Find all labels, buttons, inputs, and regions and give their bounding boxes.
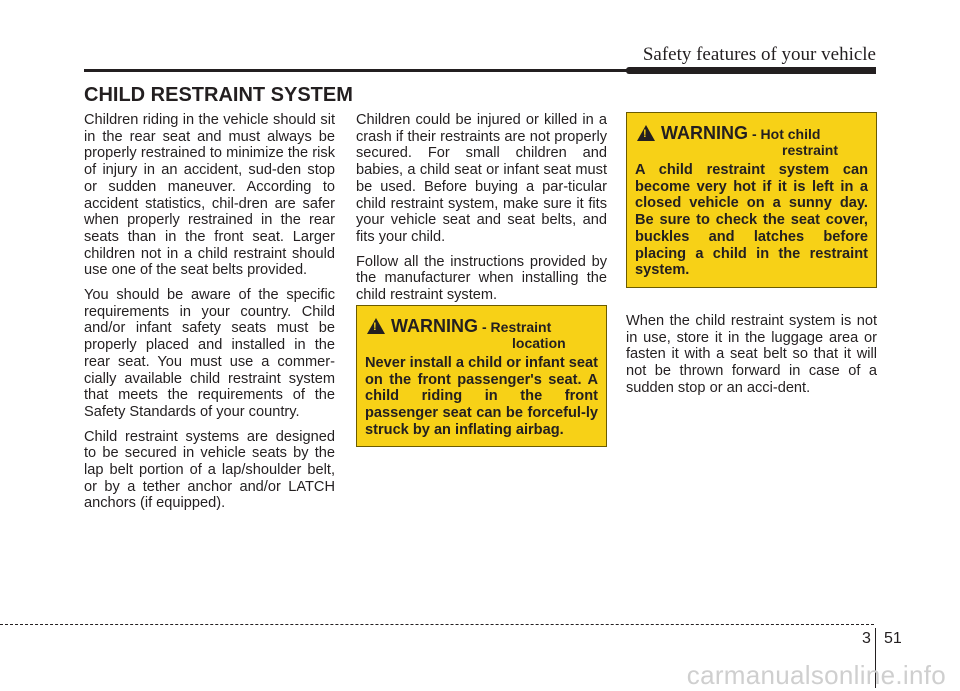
warning-box-hot-restraint [626, 112, 877, 288]
column-right [626, 313, 877, 405]
warning-label: WARNING [661, 123, 748, 143]
paragraph: Children riding in the vehicle should sit in the rear seat and must always be properly restrained to minimize the risk of injury in an accident, sud-den stop or sudden maneuver. According to accident statistics, chil-dren are safer when properly restrained in the rear seats than in the front seat. Larger children not in a child restraint should use one of the seat belts provided. [84, 112, 335, 279]
warning-subtitle [752, 126, 838, 158]
warning-triangle-icon [367, 318, 385, 334]
warning-subtitle-line: location [512, 335, 566, 351]
paragraph: Child restraint systems are designed to be secured in vehicle seats by the lap belt portion of a lap/shoulder belt, or by a tether anchor and/or LATCH anchors (if equipped). [84, 428, 335, 512]
page-number: 51 [884, 630, 902, 647]
warning-body: A child restraint system can become very hot if it is left in a closed vehicle on a sunny day. Be sure to check the seat cover, buckles and latches before placing a child in the restraint system. [635, 162, 868, 279]
warning-subtitle [482, 319, 566, 351]
running-header: Safety features of your vehicle [642, 44, 876, 65]
column-left [84, 112, 335, 520]
paragraph: Follow all the instructions provided by the manufacturer when installing the child restraint system. [356, 253, 607, 304]
warning-triangle-icon [637, 125, 655, 141]
section-title: CHILD RESTRAINT SYSTEM [84, 84, 353, 106]
paragraph: Children could be injured or killed in a crash if their restraints are not properly secured. For small children and babies, a child seat or infant seat must be used. Before buying a par-ticular child restraint system, make sure it fits your vehicle seat and seat belts, and fits your child. [356, 112, 607, 245]
watermark: carmanualsonline.info [686, 660, 946, 690]
warning-header [627, 113, 876, 158]
warning-subtitle-line: - Hot child [752, 126, 821, 142]
warning-subtitle-line: - Restraint [482, 319, 552, 335]
paragraph: When the child restraint system is not in use, store it in the luggage area or fasten it with a seat belt so that it will not be thrown forward in case of a sudden stop or an acci-dent. [626, 313, 877, 396]
warning-header [357, 306, 606, 351]
paragraph: You should be aware of the specific requirements in your country. Child and/or infant safety seats must be properly placed and installed in the rear seat. You must use a commer-cially available child restraint system that meets the requirements of the Safety Standards of your country. [84, 287, 335, 420]
header-rule [84, 69, 876, 72]
warning-body: Never install a child or infant seat on the front passenger's seat. A child riding in the front passenger seat can be forceful-ly struck by an inflating airbag. [365, 355, 598, 438]
chapter-number: 3 [862, 630, 871, 647]
footer-rule [0, 624, 874, 625]
warning-box-restraint-location [356, 305, 607, 447]
warning-label: WARNING [391, 316, 478, 336]
warning-subtitle-line: restraint [782, 142, 839, 158]
column-middle [356, 112, 607, 312]
